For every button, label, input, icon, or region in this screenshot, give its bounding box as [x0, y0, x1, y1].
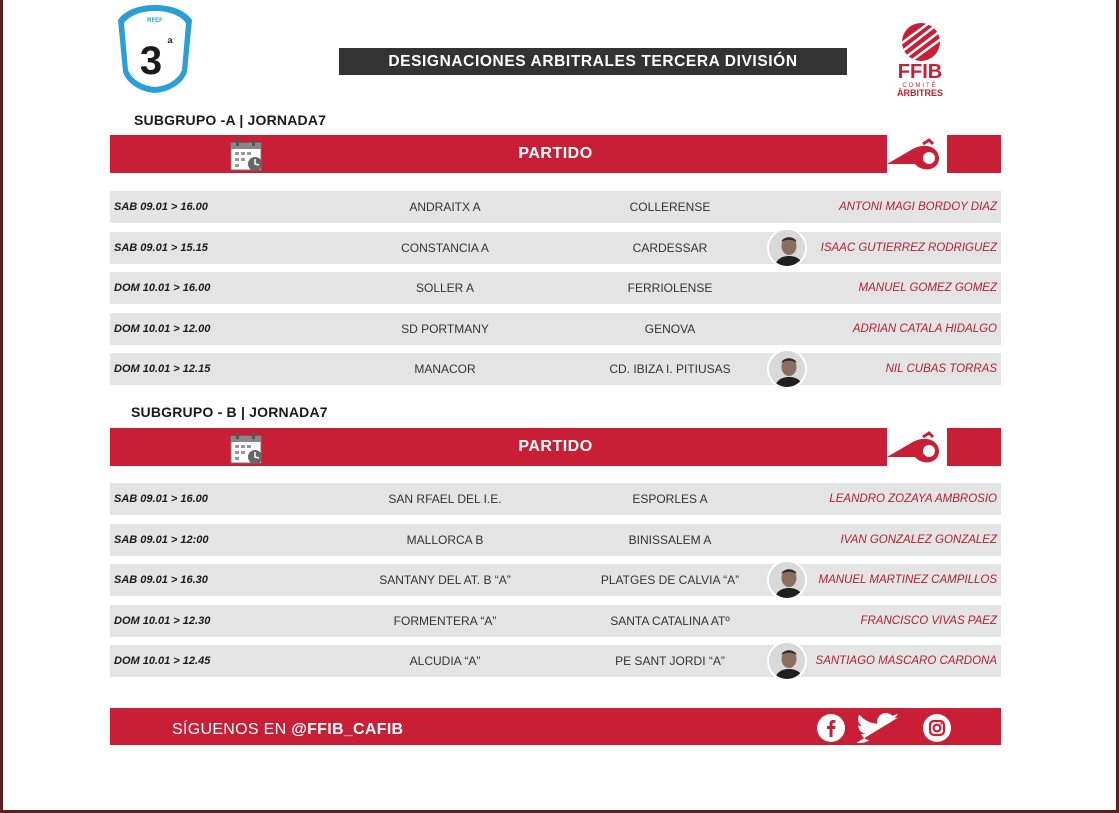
match-date: SAB 09.01 > 12:00 — [114, 533, 209, 546]
away-team: COLLERENSE — [629, 200, 711, 214]
match-date: DOM 10.01 > 12.15 — [114, 363, 211, 375]
home-team: SANTANY DEL AT. B “A” — [379, 573, 511, 587]
home-team: ANDRAITX A — [409, 200, 481, 214]
referee-avatar — [767, 228, 807, 268]
match-row — [110, 272, 1001, 304]
away-team: GENOVA — [644, 321, 696, 336]
away-team: FERRIOLENSE — [627, 281, 713, 295]
away-team: BINISSALEM A — [628, 532, 712, 547]
away-team: ESPORLES A — [632, 492, 708, 506]
match-date: SAB 09.01 > 15.15 — [114, 241, 208, 254]
logo-superscript: ª — [167, 35, 173, 51]
match-row — [110, 232, 1001, 264]
twitter-icon[interactable] — [855, 713, 901, 743]
match-row — [110, 353, 1001, 385]
referee-avatar — [767, 560, 807, 600]
away-team: PE SANT JORDI “A” — [615, 654, 725, 668]
match-row — [110, 483, 1001, 515]
away-team: PLATGES DE CALVIA “A” — [600, 573, 740, 587]
subgroup-a-title: SUBGRUPO -A | JORNADA7 — [134, 112, 327, 128]
referee-avatar-silhouette — [769, 351, 807, 389]
away-team: CARDESSAR — [632, 240, 708, 255]
follow-label: SÍGUENOS EN — [172, 721, 292, 738]
referee-avatar-silhouette — [769, 643, 807, 681]
match-row — [110, 191, 1001, 223]
referee-avatar — [767, 641, 807, 681]
ffib-committee-logo — [885, 20, 955, 102]
match-date: DOM 10.01 > 12.30 — [114, 614, 211, 627]
referee-name: NIL CUBAS TORRAS — [885, 363, 997, 375]
logo-arbitres-text: ÀRBITRES — [896, 88, 944, 98]
home-team: MANACOR — [414, 362, 476, 376]
logo-federation-text: RFEF — [147, 18, 163, 24]
referee-name: ISAAC GUTIERREZ RODRIGUEZ — [820, 241, 997, 254]
home-team: SOLLER A — [415, 281, 475, 295]
home-team: ALCUDIA “A” — [409, 654, 481, 668]
referee-name: IVAN GONZALEZ GONZALEZ — [840, 533, 997, 546]
band-right-strip — [947, 428, 1001, 466]
home-team: SD PORTMANY — [401, 321, 489, 336]
referee-name: ADRIAN CATALA HIDALGO — [852, 322, 997, 335]
match-date: SAB 09.01 > 16.00 — [114, 201, 208, 213]
page-title: DESIGNACIONES ARBITRALES TERCERA DIVISIÓN — [339, 48, 847, 75]
subgroup-a-header-band — [110, 135, 1001, 173]
match-date: DOM 10.01 > 16.00 — [114, 282, 211, 294]
referee-name: SANTIAGO MASCARO CARDONA — [815, 655, 997, 667]
instagram-icon[interactable] — [922, 713, 952, 743]
whistle-icon — [883, 138, 945, 172]
match-date: DOM 10.01 > 12.00 — [114, 322, 211, 335]
referee-name: ANTONI MAGI BORDOY DIAZ — [838, 201, 997, 213]
whistle-icon — [883, 431, 945, 465]
social-handle[interactable]: @FFIB_CAFIB — [291, 721, 404, 738]
footer-social-bar — [110, 708, 1001, 745]
match-row — [110, 645, 1001, 677]
away-team: CD. IBIZA I. PITIUSAS — [609, 362, 731, 376]
facebook-icon[interactable] — [816, 713, 846, 743]
band-label-partido: PARTIDO — [518, 438, 593, 455]
logo-brand-text: FFIB — [897, 61, 943, 83]
match-row — [110, 524, 1001, 556]
band-right-strip — [947, 135, 1001, 173]
logo-comite-text: COMITÉ — [902, 83, 938, 89]
match-row — [110, 313, 1001, 345]
referee-name: LEANDRO ZOZAYA AMBROSIO — [829, 493, 997, 505]
subgroup-b-header-band — [110, 428, 1001, 466]
away-team: SANTA CATALINA ATº — [610, 613, 730, 628]
referee-avatar-silhouette — [769, 562, 807, 600]
tercera-division-logo — [113, 2, 197, 96]
home-team: FORMENTERA “A” — [393, 613, 497, 628]
home-team: MALLORCA B — [406, 532, 484, 547]
referee-name: MANUEL GOMEZ GOMEZ — [858, 282, 997, 294]
referee-avatar-silhouette — [769, 230, 807, 268]
subgroup-b-title: SUBGRUPO - B | JORNADA7 — [131, 404, 328, 420]
logo-number: 3 — [139, 39, 163, 83]
match-date: SAB 09.01 > 16.00 — [114, 493, 208, 505]
match-date: SAB 09.01 > 16.30 — [114, 574, 208, 586]
match-row — [110, 605, 1001, 637]
referee-name: MANUEL MARTINEZ CAMPILLOS — [818, 574, 997, 586]
home-team: CONSTANCIA A — [401, 240, 489, 255]
match-date: DOM 10.01 > 12.45 — [114, 655, 211, 667]
match-row — [110, 564, 1001, 596]
home-team: SAN RFAEL DEL I.E. — [388, 492, 502, 506]
follow-us-text — [172, 708, 403, 752]
band-label-partido: PARTIDO — [518, 145, 593, 162]
referee-avatar — [767, 349, 807, 389]
referee-name: FRANCISCO VIVAS PAEZ — [860, 614, 997, 627]
